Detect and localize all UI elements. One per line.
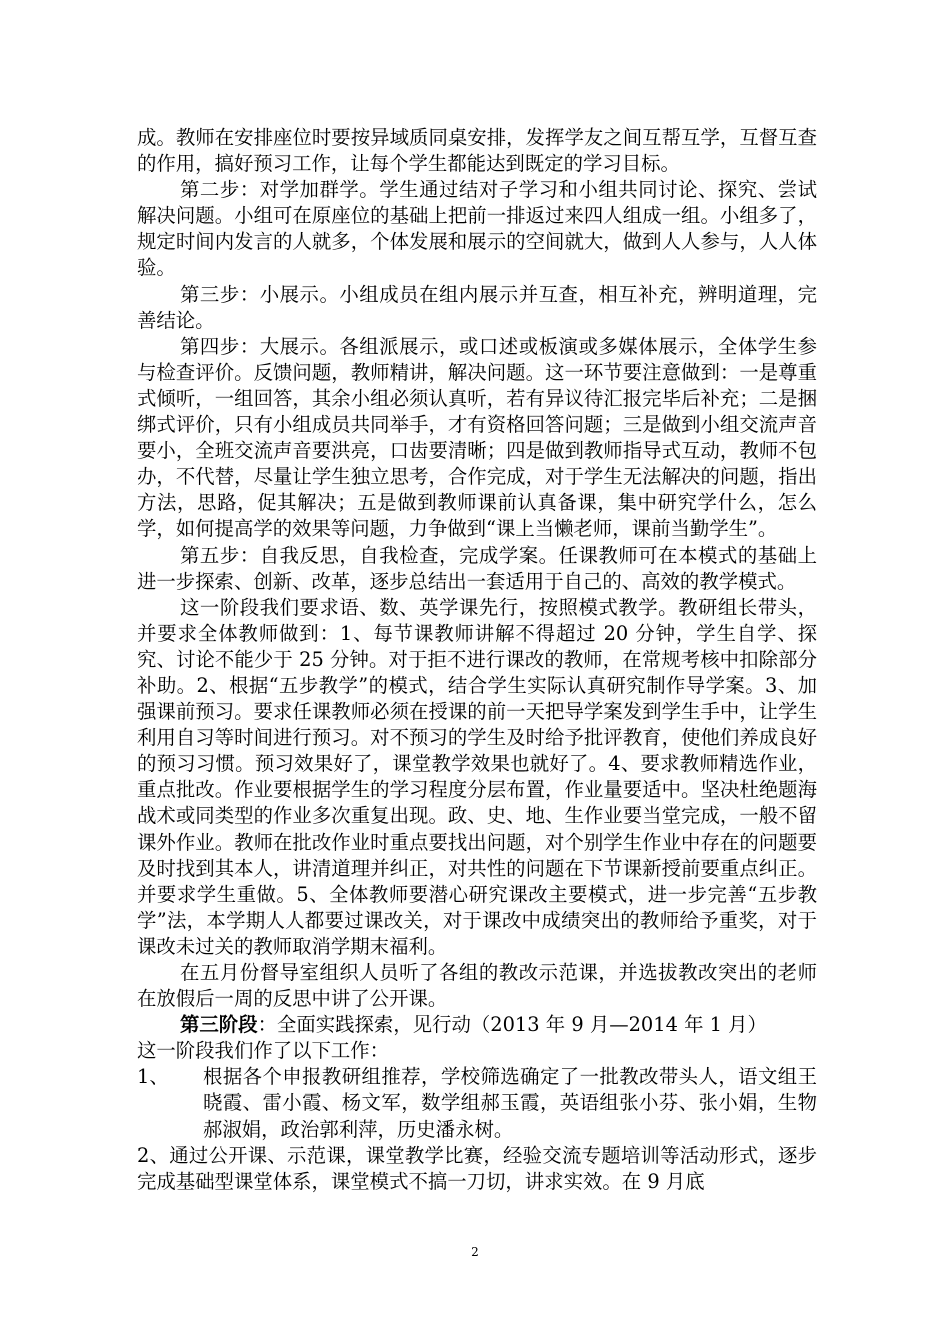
paragraph-may-demo: 在五月份督导室组织人员听了各组的教改示范课，并选拔教改突出的老师在放假后一周的反思中讲了公开课。 [137,961,817,1011]
paragraph-step-four: 第四步：大展示。各组派展示，或口述或板演或多媒体展示，全体学生参与检查评价。反馈问题，教师精讲，解决问题。这一环节要注意做到：一是尊重式倾听，一组回答，其余小组必须认真听，若有异议待汇报完毕后补充；二是捆绑式评价，只有小组成员共同举手，才有资格回答问题；三是做到小组交流声音要小，全班交流声音要洪亮，口齿要清晰；四是做到教师指导式互动，教师不包办，不代替，尽量让学生独立思考，合作完成，对于学生无法解决的问题，指出方法，思路，促其解决；五是做到教师课前认真备课，集中研究学什么，怎么学，如何提高学的效果等问题，力争做到“课上当懒老师，课前当勤学生”。 [137,334,817,541]
paragraph-stage-requirements: 这一阶段我们要求语、数、英学课先行，按照模式教学。教研组长带头，并要求全体教师做到：1、每节课教师讲解不得超过 20 分钟，学生自学、探究、讨论不能少于 25 分钟。对于拒不进行课改的教师，在常规考核中扣除部分补助。2、根据“五步教学”的模式，结合学生实际认真研究制作导学案。3、加强课前预习。要求任课教师必须在授课的前一天把导学案发到学生手中，让学生利用自习等时间进行预习。对不预习的学生及时给予批评教育，使他们养成良好的预习习惯。预习效果好了，课堂教学效果也就好了。4、要求教师精选作业，重点批改。作业要根据学生的学习程度分层布置，作业量要适中。坚决杜绝题海战术或同类型的作业多次重复出现。政、史、地、生作业要当堂完成，一般不留课外作业。教师在批改作业时重点要找出问题，对个别学生作业中存在的问题要及时找到其本人，讲清道理并纠正，对共性的问题在下节课新授前要重点纠正。并要求学生重做。5、全体教师要潜心研究课改主要模式，进一步完善“五步教学”法，本学期人人都要过课改关，对于课改中成绩突出的教师给予重奖，对于课改未过关的教师取消学期末福利。 [137,595,817,958]
paragraph-step-three: 第三步：小展示。小组成员在组内展示并互查，相互补充，辨明道理，完善结论。 [137,282,817,332]
paragraph-stage-three-heading [137,1012,817,1038]
paragraph-work-intro: 这一阶段我们作了以下工作： [137,1039,390,1063]
list-text-1: 根据各个申报教研组推荐，学校筛选确定了一批教改带头人，语文组王晓霞、雷小霞、杨文军，数学组郝玉霞，英语组张小芬、张小娟，生物郝淑娟，政治郭利萍，历史潘永树。 [203,1065,817,1141]
document-body [137,125,817,1195]
list-number-1: 1、 [137,1065,169,1089]
paragraph-step-two: 第二步：对学加群学。学生通过结对子学习和小组共同讨论、探究、尝试解决问题。小组可在原座位的基础上把前一排返过来四人组成一组。小组多了，规定时间内发言的人就多，个体发展和展示的空间就大，做到人人参与，人人体验。 [137,178,817,280]
list-item-2: 2、通过公开课、示范课，课堂教学比赛，经验交流专题培训等活动形式，逐步完成基础型课堂体系，课堂模式不搞一刀切，讲求实效。在 9 月底 [137,1143,817,1193]
paragraph-continuation: 成。教师在安排座位时要按异域质同桌安排，发挥学友之间互帮互学，互督互查的作用，搞好预习工作，让每个学生都能达到既定的学习目标。 [137,126,817,176]
list-item-1 [137,1064,817,1142]
stage-three-title: ：全面实践探索，见行动（2013 年 9 月—2014 年 1 月） [257,1013,767,1037]
stage-three-label: 第三阶段 [180,1013,258,1037]
paragraph-step-five: 第五步：自我反思，自我检查，完成学案。任课教师可在本模式的基础上进一步探索、创新、改革，逐步总结出一套适用于自己的、高效的教学模式。 [137,543,817,593]
page-number: 2 [471,1245,479,1259]
